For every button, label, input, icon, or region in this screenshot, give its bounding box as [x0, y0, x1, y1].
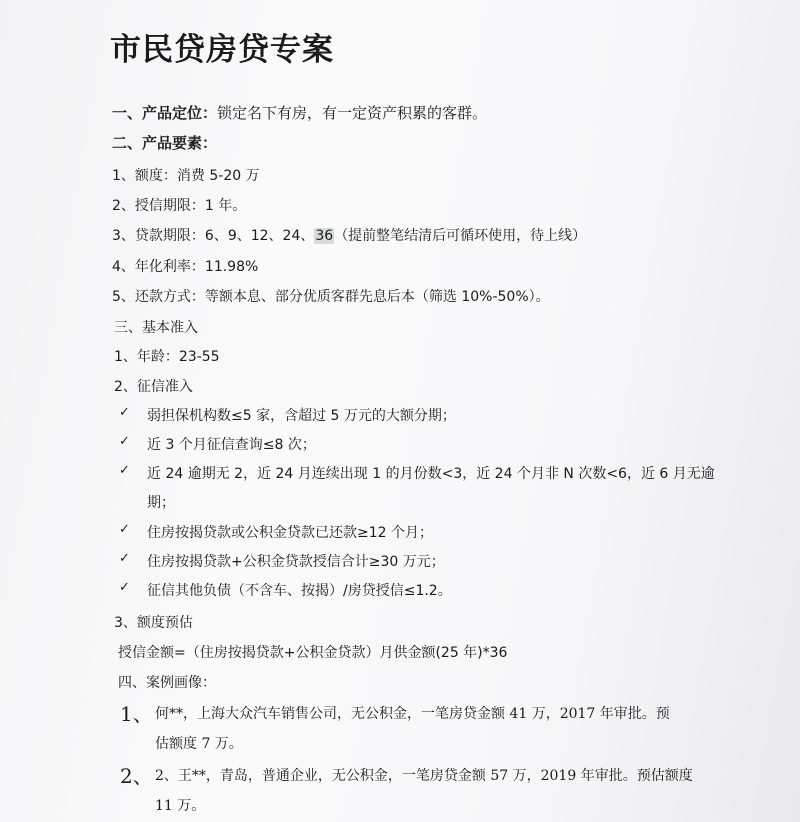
check-icon: ✓ [119, 551, 130, 566]
case-text: 2、王**，青岛，普通企业，无公积金，一笔房贷金额 57 万，2019 年审批。预估额度 [155, 768, 693, 784]
check-icon: ✓ [119, 580, 130, 595]
section-product-positioning [112, 102, 487, 123]
list-item: 1、年龄：23-55 [114, 349, 220, 365]
case-number: 2、 [120, 764, 153, 788]
check-item: 近 3 个月征信查询≤8 次； [147, 437, 316, 453]
formula-text: 授信金额=（住房按揭贷款+公积金贷款）月供金额(25 年)*36 [118, 645, 508, 661]
list-item: 1、额度：消费 5-20 万 [112, 168, 260, 184]
section-label: 一、产品定位： [112, 104, 218, 122]
check-item-continuation: 期； [147, 495, 175, 511]
item-text: （提前整笔结清后可循环使用，待上线） [334, 228, 587, 244]
check-item: 住房按揭贷款+公积金贷款授信合计≥30 万元； [147, 554, 445, 570]
section-basic-admission-heading: 三、基本准入 [114, 320, 198, 336]
section-label: 二、产品要素： [112, 134, 218, 152]
check-icon: ✓ [119, 434, 130, 449]
list-item: 2、征信准入 [114, 379, 193, 395]
case-text-continuation: 估额度 7 万。 [155, 736, 243, 752]
list-item: 3、额度预估 [114, 615, 193, 631]
section-text: 锁定名下有房，有一定资产积累的客群。 [217, 104, 488, 122]
check-item: 近 24 逾期无 2，近 24 月连续出现 1 的月份数<3，近 24 个月非 N 次数<6，近 6 月无逾 [147, 466, 715, 482]
section-case-profile-heading: 四、案例画像： [118, 675, 216, 691]
check-icon: ✓ [119, 463, 130, 478]
item-text: 3、贷款期限：6、9、12、24、 [112, 228, 315, 244]
case-text: 何**，上海大众汽车销售公司，无公积金，一笔房贷金额 41 万，2017 年审批。预 [155, 706, 670, 722]
check-item: 弱担保机构数≤5 家，含超过 5 万元的大额分期； [147, 408, 456, 424]
case-number: 1、 [120, 702, 153, 726]
list-item: 4、年化利率：11.98% [112, 259, 259, 275]
case-text-continuation: 11 万。 [155, 798, 206, 814]
section-product-elements-heading [112, 132, 217, 153]
check-item: 征信其他负债（不含车、按揭）/房贷授信≤1.2。 [147, 583, 452, 599]
check-icon: ✓ [119, 405, 130, 420]
check-icon: ✓ [119, 522, 130, 537]
list-item: 2、授信期限：1 年。 [112, 198, 247, 214]
highlighted-text: 36 [315, 228, 334, 244]
check-item: 住房按揭贷款或公积金贷款已还款≥12 个月； [147, 525, 433, 541]
page-title: 市民贷房贷专案 [110, 32, 334, 68]
list-item: 5、还款方式：等额本息、部分优质客群先息后本（筛选 10%-50%）。 [112, 289, 550, 305]
list-item [112, 225, 586, 245]
